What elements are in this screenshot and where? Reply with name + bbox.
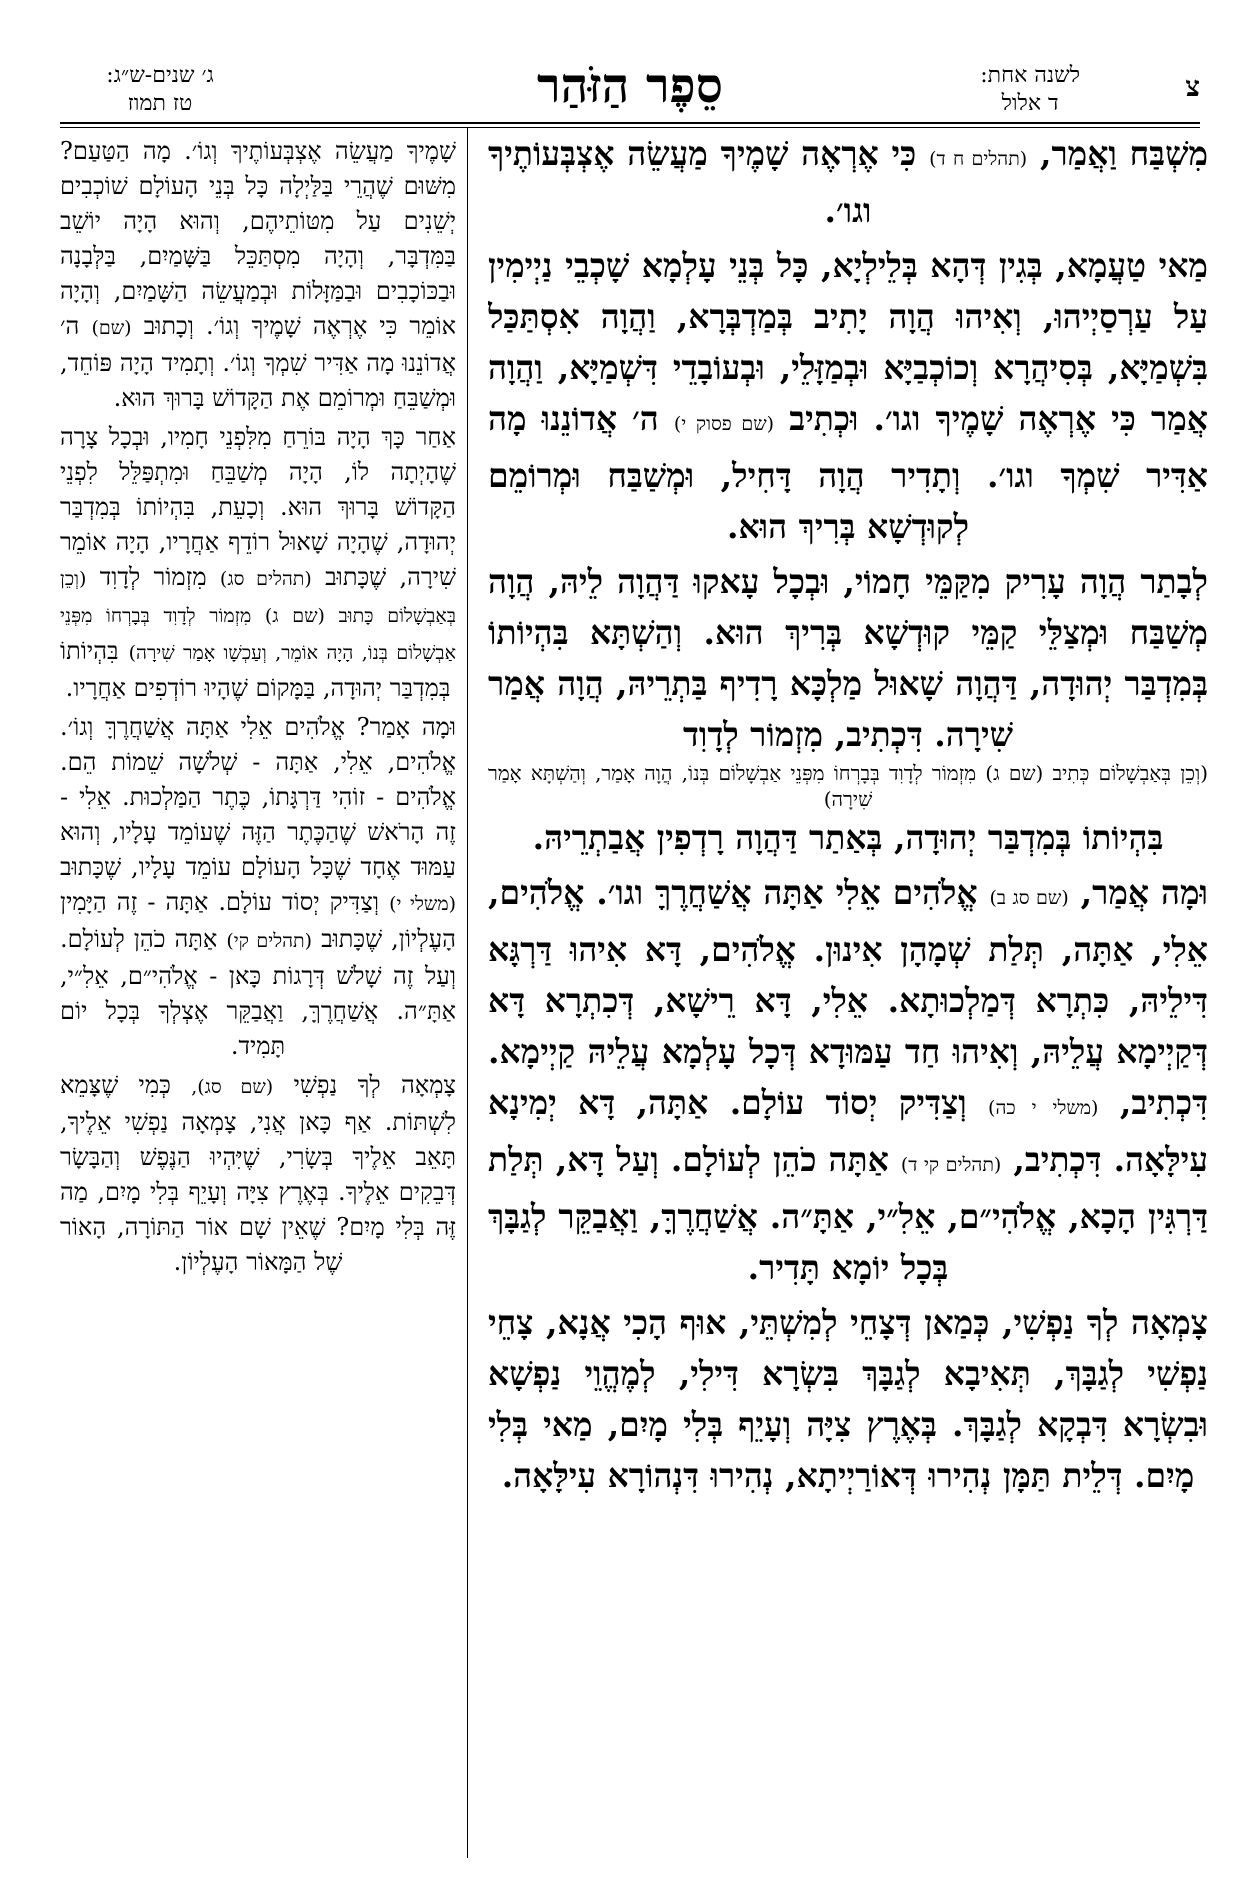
schedule-label: ג׳ שנים-ש״ג: [106,63,214,88]
text-run: אַתָּה כֹהֵן לְעוֹלָם. וְעַל זֶה שָׁלֹשׁ דְּרָגוֹת כָּאן - אֱלֹהִי״ם, אֵלִ״י, אַתָּ״ה. אֲשַׁחֲרֶךָּ, וַאֲבַקֵּר אֶצְלְךָ בְּכָל יוֹם תָּמִיד. [60,925,456,1060]
page-number: צ [1185,70,1200,103]
paragraph [488,128,1208,236]
verse-reference: (שם) [91,317,132,339]
paragraph [60,134,456,416]
schedule-date: טז תמוז [127,91,193,116]
reading-schedule-three-years [60,62,260,118]
text-run: לְבָתַר הֲוָה עָרִיק מִקַּמֵּי חָמוֹי, וּבְכָל עָאקוּ דַּהֲוָה לֵיהּ, הֲוָה מְשַׁבַּח וּמְצַלֵּי קַמֵּי קוּדְשָׁא בְּרִיךְ הוּא. וְהַשְׁתָּא בִּהְיוֹתוֹ בְּמִדְבַּר יְהוּדָה, דַּהֲוָה שָׁאוּל מַלְכָּא רָדִיף בַּתְרֵיהּ, הֲוָה אֲמַר שִׁירָה. דִּכְתִיב, מִזְמוֹר לְדָוִד [488,562,1208,754]
hebrew-translation-column [60,134,456,1864]
text-run: צָמְאָה לְךָ נַפְשִׁי [293,1071,456,1099]
paragraph [488,1297,1208,1501]
verse-reference: (תהלים קי) [226,930,313,952]
verse-reference: (שם פסוק י) [673,413,775,435]
verse-reference: (שם סג ב) [989,887,1069,909]
parenthetical-note: (וְכֵן בְּאַבְשָׁלוֹם כָּתוּב (שם ג) מִזְמוֹר לְדָוִד בְּבָרְחוֹ מִפְּנֵי אַבְשָׁלוֹם בְּנוֹ, הָיָה אוֹמֵר, וְעַכְשָׁו אָמַר שִׁירָה) [60,568,456,664]
text-run: מִשְׁבַּח וַאֲמַר, [1039,134,1208,173]
text-run: צָמְאָה לְךָ נַפְשִׁי, כְּמַאן דְּצָחֵי לְמִשְׁתֵּי, אוּף הָכִי אֲנָא, צָחֵי נַפְשִׁי לְגַבָּךְ, תְּאִיבָא לְגַבָּךְ בִּשְׂרָא דִּילִי, לְמֶהֱוֵי נַפְשָׁא וּבִשְׂרָא דִּבְקָא לְגַבָּךְ. בְּאֶרֶץ צִיָּה וְעָיֵף בְּלִי מָיִם, מַאי בְּלִי מָיִם. דְּלֵית תַּמָּן נְהִירוּ דְּאוֹרַיְיתָא, נְהִירוּ דִּנְהוֹרָא עִילָּאָה. [488,1303,1208,1495]
paragraph [488,240,1208,552]
text-run: אַתָּה כֹהֵן לְעוֹלָם. וְעַל דָּא, תְּלַת דַּרְגִּין הָכָא, אֱלֹהִי״ם, אֵלִ״י, אַתָּ״ה. אֲשַׁחֲרֶךָּ, וַאֲבַקֵּר לְגַבָּךְ בְּכָל יוֹמָא תָּדִיר. [488,1140,1208,1287]
verse-reference: (תהלים קי ד) [900,1154,1002,1176]
text-run: וְצַדִּיק יְסוֹד עוֹלָם. אַתָּה, דָּא יְמִינָא עִילָּאָה. דִּכְתִיב, [488,1083,1208,1179]
column-divider [467,128,468,1858]
text-run: וְצַדִּיק יְסוֹד עוֹלָם. אַתָּה - זֶה הַיָּמִין הָעֶלְיוֹן, שֶׁכָּתוּב [60,888,456,953]
parenthetical-note: (וְכֵן בְּאַבְשָׁלוֹם כְּתִיב (שם ג) מִזְמוֹר לְדָוִד בְּבָרְחוֹ מִפְּנֵי אַבְשָׁלוֹם בְּנוֹ, הֲוָה אָמַר, וְהַשְׁתָּא אָמַר שִׁירָה) [488,761,1208,811]
text-run: שָׁמֶיךָ מַעֲשֵׂה אֶצְבְּעוֹתֶיךָ וְגוֹ׳. מָה הַטַּעַם? מִשּׁוּם שֶׁהֲרֵי בַּלַּיְלָה כָּל בְּנֵי הָעוֹלָם שׁוֹכְבִים יְשֵׁנִים עַל מִטּוֹתֵיהֶם, וְהוּא הָיָה יוֹשֵׁב בַּמִּדְבָּר, וְהָיָה מִסְתַּכֵּל בַּשָּׁמַיִם, בַּלְּבָנָה וּבַכּוֹכָבִים וּבַמַּזָּלוֹת וּבְמַעֲשֵׂה הַשָּׁמַיִם, וְהָיָה אוֹמֵר כִּי אֶרְאֶה שָׁמֶיךָ וְגוֹ׳. וְכָתוּב [60,137,456,340]
text-run: מַאי טַעֲמָא, בְּגִין דְּהָא בְּלֵילְיָא, כָּל בְּנֵי עָלְמָא שָׁכְבֵי נַיְימִין עַל עַרְסַיְיהוּ, וְאִיהוּ הֲוָה יָתִיב בְּמַדְבְּרָא, וַהֲוָה אִסְתַּכַּל בִּשְׁמַיָּא, בְּסִיהֲרָא וְכוֹכְבַיָּא וּבְמַזָּלֵי, וּבְעוֹבָדֵי דִּשְׁמַיָּא, וַהֲוָה אֲמַר כִּי אֶרְאֶה שָׁמֶיךָ וגו׳. וּכְתִיב [488,246,1208,438]
verse-reference: (משלי י כה) [988,1097,1099,1119]
text-run: כְּמִי שֶׁצָּמֵא לִשְׁתּוֹת. אַף כָּאן אֲנִי, צָמְאָה נַפְשִׁי אֵלֶיךָ, תָּאֵב אֵלֶיךָ בְּשָׂרִי, שֶׁיִּהְיוּ הַנֶּפֶשׁ וְהַבָּשָׂר דְּבֵקִים אֵלֶיךָ. בְּאֶרֶץ צִיָּה וְעָיֵף בְּלִי מָיִם, מַה זֶּה בְּלִי מָיִם? שֶׁאֵין שָׁם אוֹר הַתּוֹרָה, הָאוֹר שֶׁל הַמָּאוֹר הָעֶלְיוֹן. [60,1071,456,1276]
text-run: ה׳ אֲדוֹנֵנוּ מָה אַדִּיר שִׁמְךָ וגו׳. וְתָדִיר הֲוָה דָּחִיל, וּמְשַׁבַּח וּמְרוֹמֵם לְקוּדְשָׁא בְּרִיךְ הוּא. [488,399,1208,546]
book-title: סֵפֶר הַזֹּהַר [537,58,723,114]
text-run: כִּי אֶרְאֶה שָׁמֶיךָ מַעֲשֵׂה אֶצְבְּעוֹתֶיךָ וגו׳. [488,134,917,230]
verse-reference: (תהלים סג) [219,568,312,590]
verse-reference: (תהלים ח ד) [929,148,1028,170]
text-run: ה׳ אֲדוֹנֵנוּ מָה אַדִּיר שִׁמְךָ וְגוֹ׳. וְתָמִיד הָיָה פּוֹחֵד, וּמְשַׁבֵּחַ וּמְרוֹמֵם אֶת הַקָּדוֹשׁ בָּרוּךְ הוּא. [60,312,456,412]
text-run: מִזְמוֹר לְדָוִד [99,563,207,591]
header-rule [60,122,1200,124]
aramaic-text-column [488,128,1208,1868]
page-header [60,58,1200,124]
text-run: בִּהְיוֹתוֹ בְּמִדְבַּר יְהוּדָה, בְּאַתַר דַּהֲוָה רָדְפִין אֲבַתְרֵיהּ. [532,818,1164,857]
text-run: בִּהְיוֹתוֹ בְּמִדְבַּר יְהוּדָה, בַּמָּקוֹם שֶׁהָיוּ רוֹדְפִים אַחֲרָיו. [60,637,451,702]
text-run: וּמָה אֲמַר, [1080,873,1208,912]
schedule-label: לשנה אחת: [980,63,1080,88]
text-run: אַחַר כָּךְ הָיָה בּוֹרֵחַ מִלִּפְנֵי חָמִיו, וּבְכָל צָרָה שֶׁהָיְתָה לוֹ, הָיָה מְשַׁבֵּחַ וּמִתְפַּלֵּל לִפְנֵי הַקָּדוֹשׁ בָּרוּךְ הוּא. וְכָעֵת, בִּהְיוֹתוֹ בְּמִדְבַּר יְהוּדָה, שֶׁהָיָה שָׁאוּל רוֹדֵף אַחֲרָיו, הָיָה אוֹמֵר שִׁירָה, שֶׁכָּתוּב [60,423,456,591]
verse-reference: (שם סג), [191,1076,274,1098]
paragraph [60,420,456,706]
verse-reference: (משלי י) [389,893,456,915]
paragraph [488,867,1208,1293]
paragraph [488,556,1208,863]
paragraph [60,710,456,1064]
schedule-date: ד אלול [1001,91,1059,116]
text-run: אֱלֹהִים אֵלִי אַתָּה אֲשַׁחֲרֶךָּ וגו׳. אֱלֹהִים, אֵלִי, אַתָּה, תְּלַת שְׁמָהָן אִינוּן. אֱלֹהִים, דָּא אִיהוּ דַּרְגָּא דִּילֵיהּ, כִּתְרָא דְּמַלְכוּתָא. אֵלִי, דָּא רֵישָׁא, דְּכִתְרָא דָּא דְּקַיְימָא עֲלֵיהּ, וְאִיהוּ חַד עַמּוּדָא דְּכָל עָלְמָא עֲלֵיהּ קַיְימָא. דִּכְתִיב, [488,873,1208,1122]
paragraph [60,1068,456,1280]
text-run: וּמָה אָמַר? אֱלֹהִים אֵלִי אַתָּה אֲשַׁחֲרֶךָּ וְגוֹ׳. אֱלֹהִים, אֵלִי, אַתָּה - שְׁלֹשָׁה שֵׁמוֹת הֵם. אֱלֹהִים - זוֹהִי דַּרְגָּתוֹ, כֶּתֶר הַמַּלְכוּת. אֵלִי - זֶה הָרֹאשׁ שֶׁהַכֶּתֶר הַזֶּה שֶׁעוֹמֵד עָלָיו, וְהוּא עַמּוּד אֶחָד שֶׁכָּל הָעוֹלָם עוֹמֵד עָלָיו, שֶׁכָּתוּב [60,713,456,881]
